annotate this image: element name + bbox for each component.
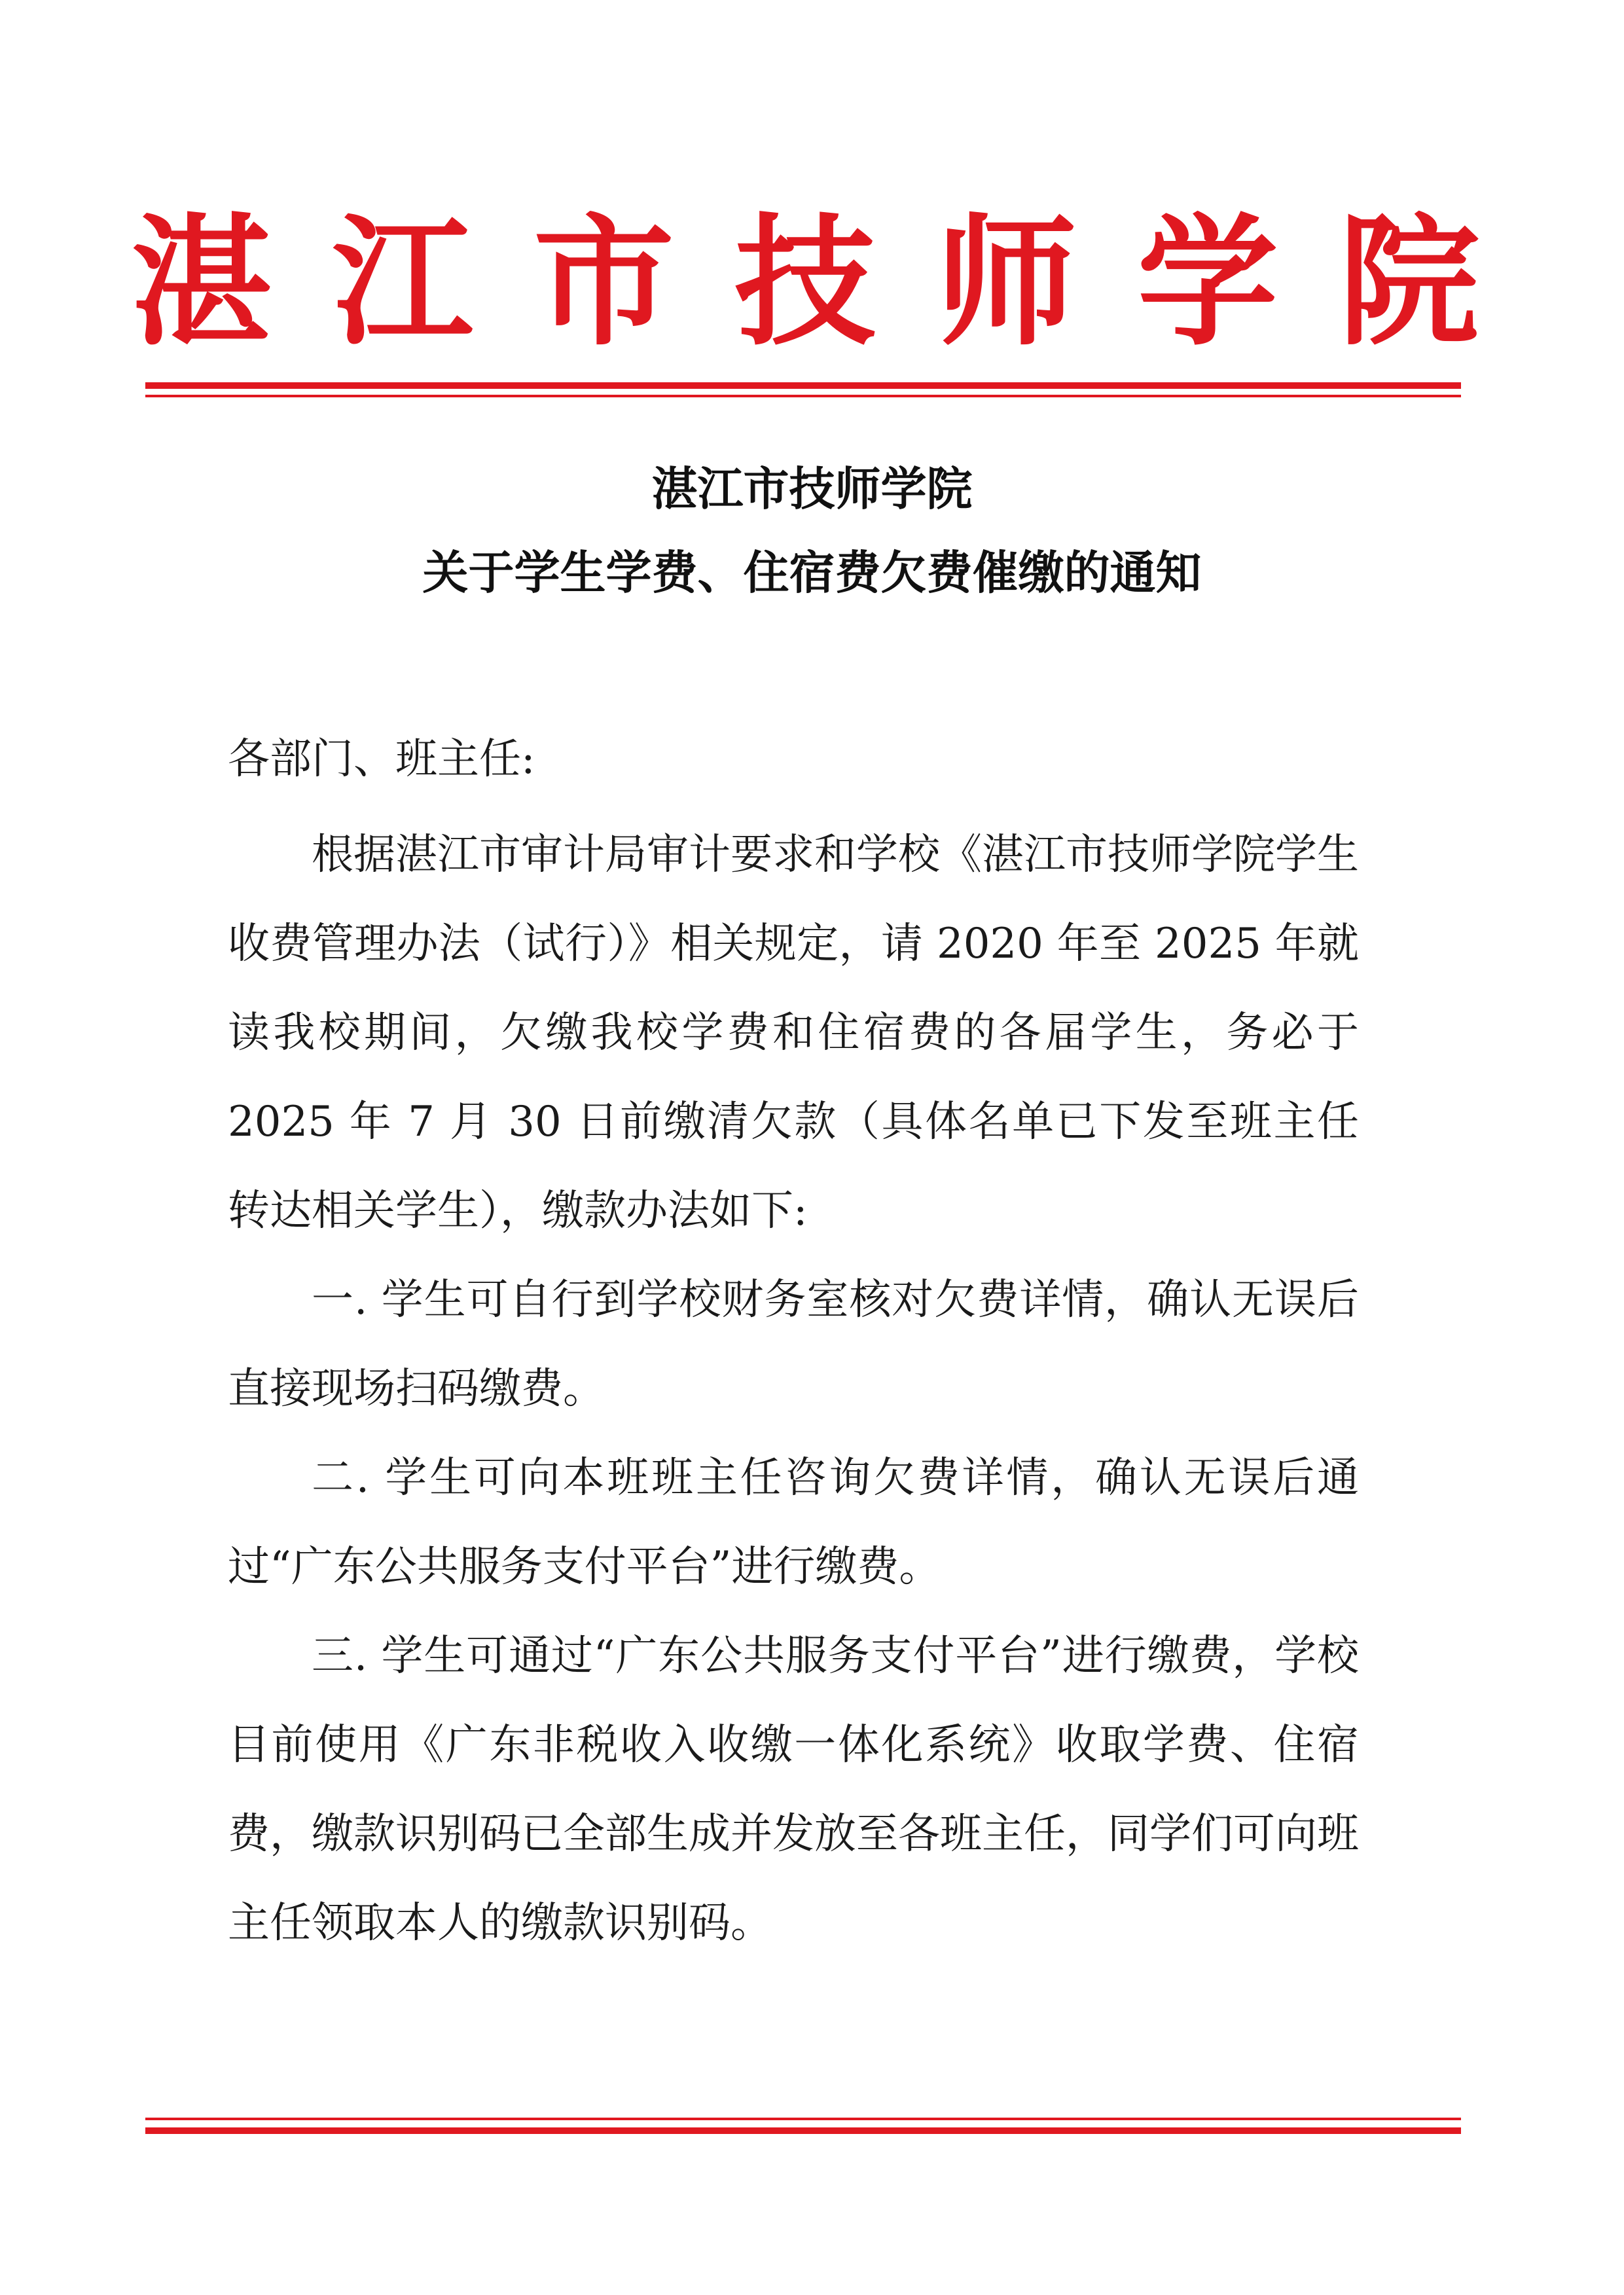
- document-title-line2: 关于学生学费、住宿费欠费催缴的通知: [422, 546, 1202, 600]
- masthead-char: 江: [332, 198, 473, 365]
- footer-rule-thin: [145, 2118, 1461, 2120]
- header-rule-thin: [145, 395, 1461, 397]
- paragraph-intro: 根据湛江市审计局审计要求和学校《湛江市技师学院学生收费管理办法（试行）》相关规定，请 2020 年至 2025 年就读我校期间，欠缴我校学费和住宿费的各届学生，务必于 2025 年 7 月 30 日前缴清欠款（具体名单已下发至班主任转达相关学生），缴款办法如下:: [228, 831, 1359, 1235]
- paragraph-method-3: 三. 学生可通过“广东公共服务支付平台”进行缴费，学校目前使用《广东非税收入收缴一体化系统》收取学费、住宿费，缴款识别码已全部生成并发放至各班主任，同学们可向班主任领取本人的缴款识别码。: [228, 1632, 1359, 1947]
- masthead-char: 院: [1339, 198, 1479, 365]
- masthead-char: 学: [1137, 198, 1278, 365]
- masthead-char: 技: [734, 198, 876, 365]
- paragraph-method-2: 二. 学生可向本班班主任咨询欠费详情，确认无误后通过“广东公共服务支付平台”进行缴费。: [228, 1454, 1359, 1591]
- document-title-line1: 湛江市技师学院: [651, 462, 973, 516]
- notice-body: [228, 810, 1359, 1968]
- letterhead-masthead: [131, 196, 1479, 367]
- masthead-char: 市: [533, 198, 674, 365]
- footer-rule-thick: [145, 2127, 1461, 2134]
- salutation: 各部门、班主任:: [228, 735, 535, 784]
- paragraph-method-1: 一. 学生可自行到学校财务室核对欠费详情，确认无误后直接现场扫码缴费。: [228, 1276, 1359, 1413]
- masthead-char: 师: [936, 198, 1077, 365]
- header-rule-thick: [145, 382, 1461, 389]
- masthead-char: 湛: [131, 198, 272, 365]
